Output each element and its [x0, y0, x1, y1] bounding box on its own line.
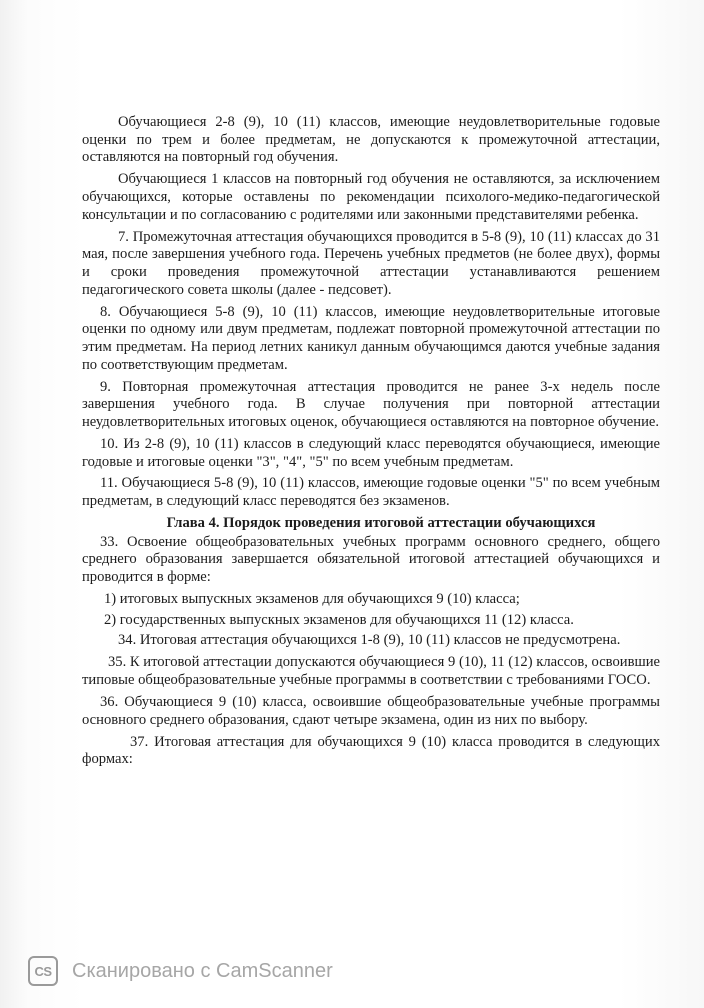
paragraph-8: 8. Обучающиеся 5-8 (9), 10 (11) классов, имеющие неудовлетворительные итоговые оценки по одному или двум предметам, подлежат повторной промежуточной аттестации по этим предметам. На период летних каникул данным обучающимся даются учебные задания по соответствующим предметам.: [82, 303, 660, 373]
paragraph-unsatisfactory-grades: Обучающиеся 2-8 (9), 10 (11) классов, имеющие неудовлетворительные годовые оценки по трем и более предметам, не допускаются к промежуточной аттестации, оставляются на повторный год обучения.: [82, 114, 660, 166]
watermark-text: Сканировано с CamScanner: [72, 959, 333, 982]
paragraph-33: 33. Освоение общеобразовательных учебных программ основного среднего, общего среднего образования завершается обязательной итоговой аттестацией обучающихся и проводится в форме:: [82, 533, 660, 586]
list-item: 1) итоговых выпускных экзаменов для обучающихся 9 (10) класса;: [104, 591, 520, 608]
paragraph-11: 11. Обучающиеся 5-8 (9), 10 (11) классов, имеющие годовые оценки "5" по всем учебным предметам, в следующий класс переводятся без экзаменов.: [82, 475, 660, 510]
paragraph-36: 36. Обучающиеся 9 (10) класса, освоившие общеобразовательные учебные программы основного среднего образования, сдают четыре экзамена, один из них по выбору.: [82, 693, 660, 728]
document-body: [82, 114, 660, 773]
paragraph-7: 7. Промежуточная аттестация обучающихся проводится в 5-8 (9), 10 (11) классах до 31 мая, после завершения учебного года. Перечень учебных предметов (не более двух), формы и сроки проведения промежуточной аттестации устанавливаются решением педагогического совета школы (далее - педсовет).: [82, 228, 660, 298]
paragraph-35: 35. К итоговой аттестации допускаются обучающиеся 9 (10), 11 (12) классов, освоившие типовые общеобразовательные учебные программы в соответствии с требованиями ГОСО.: [82, 654, 660, 689]
list-item: 2) государственных выпускных экзаменов для обучающихся 11 (12) класса.: [104, 611, 574, 628]
paragraph-first-grade: Обучающиеся 1 классов на повторный год обучения не оставляются, за исключением обучающихся, которые оставлены по рекомендации психолого-медико-педагогической консультации и по согласованию с родителями или законными представителями ребенка.: [82, 171, 660, 223]
paragraph-9: 9. Повторная промежуточная аттестация проводится не ранее 3-х недель после завершения учебного года. В случае получения при повторной аттестации неудовлетворительных итоговых оценок, обучающиеся оставляются на повторное обучение.: [82, 378, 660, 430]
paragraph-10: 10. Из 2-8 (9), 10 (11) классов в следующий класс переводятся обучающиеся, имеющие годовые и итоговые оценки "3", "4", "5" по всем учебным предметам.: [82, 435, 660, 470]
paragraph-34: 34. Итоговая аттестация обучающихся 1-8 (9), 10 (11) классов не предусмотрена.: [118, 632, 621, 649]
chapter-heading: Глава 4. Порядок проведения итоговой аттестации обучающихся: [166, 515, 596, 532]
camscanner-logo-icon: CS: [28, 956, 58, 986]
camscanner-watermark: [28, 954, 333, 988]
paragraph-37: 37. Итоговая аттестация для обучающихся 9 (10) класса проводится в следующих формах:: [82, 733, 660, 768]
